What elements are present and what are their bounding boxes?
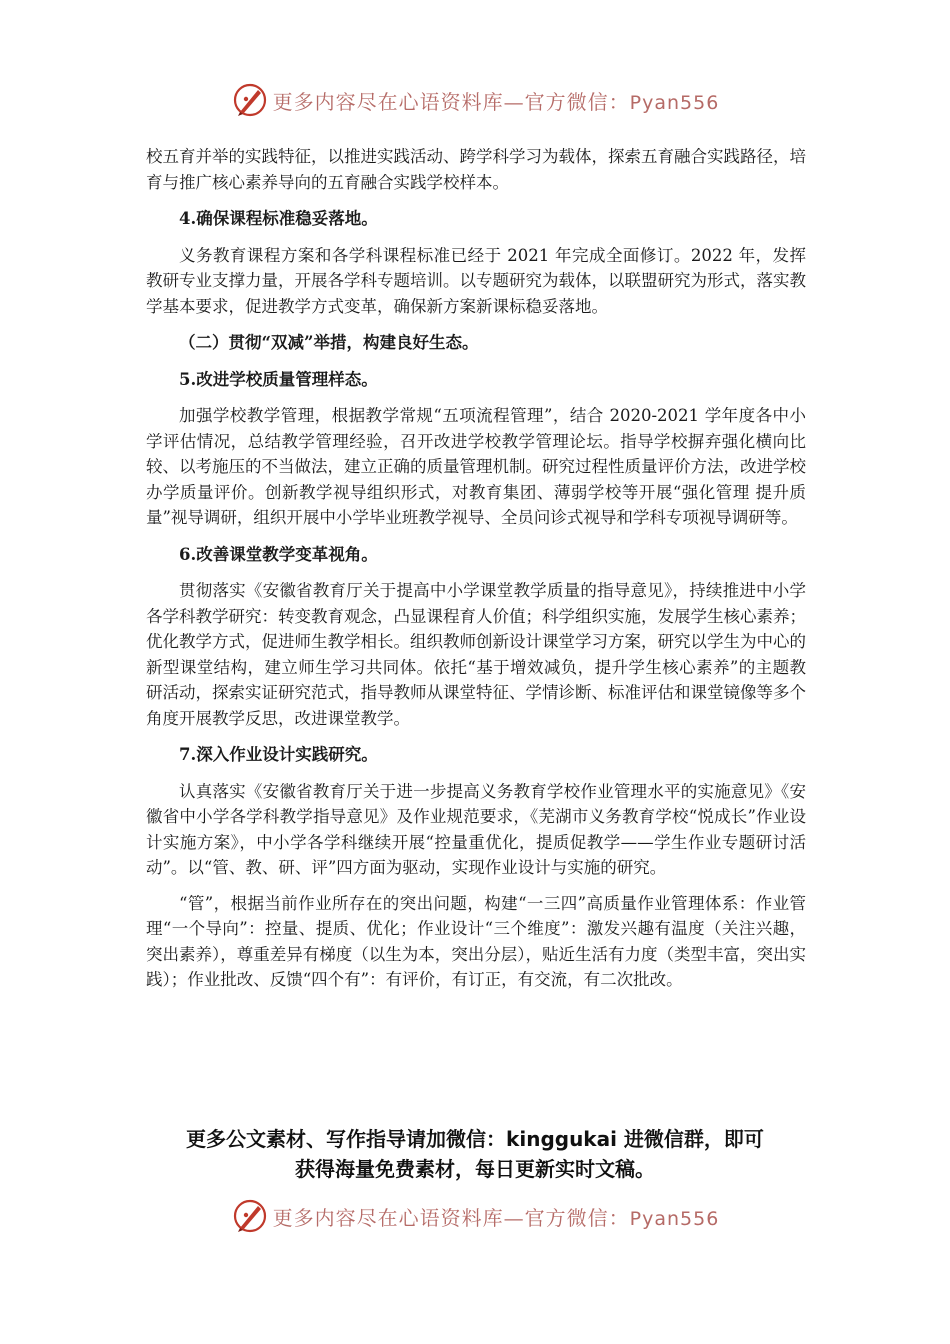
promo-notice	[110, 1124, 840, 1184]
wechat-id: Pyan556	[629, 91, 720, 114]
banner-text: 更多内容尽在心语资料库—官方微信：Pyan556	[272, 1205, 720, 1230]
banner-text: 更多内容尽在心语资料库—官方微信：Pyan556	[272, 89, 720, 114]
paragraph: 认真落实《安徽省教育厅关于进一步提高义务教育学校作业管理水平的实施意见》《安徽省中小学各学科教学指导意见》及作业规范要求，《芜湖市义务教育学校“悦成长”作业设计实施方案》，中小学各学科继续开展“控量重优化，提质促教学——学生作业专题研讨活动”。以“管、教、研、评”四方面为驱动，实现作业设计与实施的研究。	[146, 781, 806, 877]
document-body	[146, 144, 806, 993]
heading-6: 6.改善课堂教学变革视角。	[179, 544, 378, 564]
pen-logo-icon	[231, 1197, 269, 1235]
paragraph-continuation: 校五育并举的实践特征，以推进实践活动、跨学科学习为载体，探索五育融合实践路径，培育与推广核心素养导向的五育融合实践学校样本。	[146, 147, 806, 192]
promo-line-2: 获得海量免费素材，每日更新实时文稿。	[295, 1157, 655, 1181]
paragraph: 贯彻落实《安徽省教育厅关于提高中小学课堂教学质量的指导意见》，持续推进中小学各学科教学研究：转变教育观念，凸显课程育人价值；科学组织实施，发展学生核心素养；优化教学方式，促进师生教学相长。组织教师创新设计课堂学习方案，研究以学生为中心的新型课堂结构，建立师生学习共同体。依托“基于增效减负，提升学生核心素养”的主题教研活动，探索实证研究范式，指导教师从课堂特征、学情诊断、标准评估和课堂镜像等多个角度开展教学反思，改进课堂教学。	[146, 581, 806, 728]
paragraph: “管”，根据当前作业所存在的突出问题，构建“一三四”高质量作业管理体系：作业管理“一个导向”：控量、提质、优化；作业设计“三个维度”：激发兴趣有温度（关注兴趣，突出素养），尊重差异有梯度（以生为本，突出分层），贴近生活有力度（类型丰富，突出实践）；作业批改、反馈“四个有”：有评价，有订正，有交流，有二次批改。	[146, 893, 806, 989]
wechat-id: Pyan556	[629, 1207, 720, 1230]
heading-5: 5.改进学校质量管理样态。	[179, 369, 378, 389]
paragraph: 加强学校教学管理，根据教学常规“五项流程管理”，结合 2020-2021 学年度各中小学评估情况，总结教学管理经验，召开改进学校教学管理论坛。指导学校摒弃强化横向比较、以考施压的不当做法，建立正确的质量管理机制。研究过程性质量评价方法，改进学校办学质量评价。创新教学视导组织形式，对教育集团、薄弱学校等开展“强化管理 提升质量”视导调研，组织开展中小学毕业班教学视导、全员问诊式视导和学科专项视导调研等。	[146, 406, 806, 527]
pen-logo-icon	[231, 81, 269, 119]
paragraph: 义务教育课程方案和各学科课程标准已经于 2021 年完成全面修订。2022 年，发挥教研专业支撑力量，开展各学科专题培训。以专题研究为载体，以联盟研究为形式，落实教学基本要求，促进教学方式变革，确保新方案新课标稳妥落地。	[146, 245, 806, 316]
promo-line-1: 更多公文素材、写作指导请加微信：kinggukai 进微信群，即可	[186, 1127, 764, 1151]
header-banner	[0, 78, 950, 122]
heading-4: 4.确保课程标准稳妥落地。	[179, 209, 378, 228]
footer-banner	[0, 1194, 950, 1238]
section-heading-2: （二）贯彻“双减”举措，构建良好生态。	[179, 333, 479, 352]
heading-7: 7.深入作业设计实践研究。	[179, 745, 378, 764]
